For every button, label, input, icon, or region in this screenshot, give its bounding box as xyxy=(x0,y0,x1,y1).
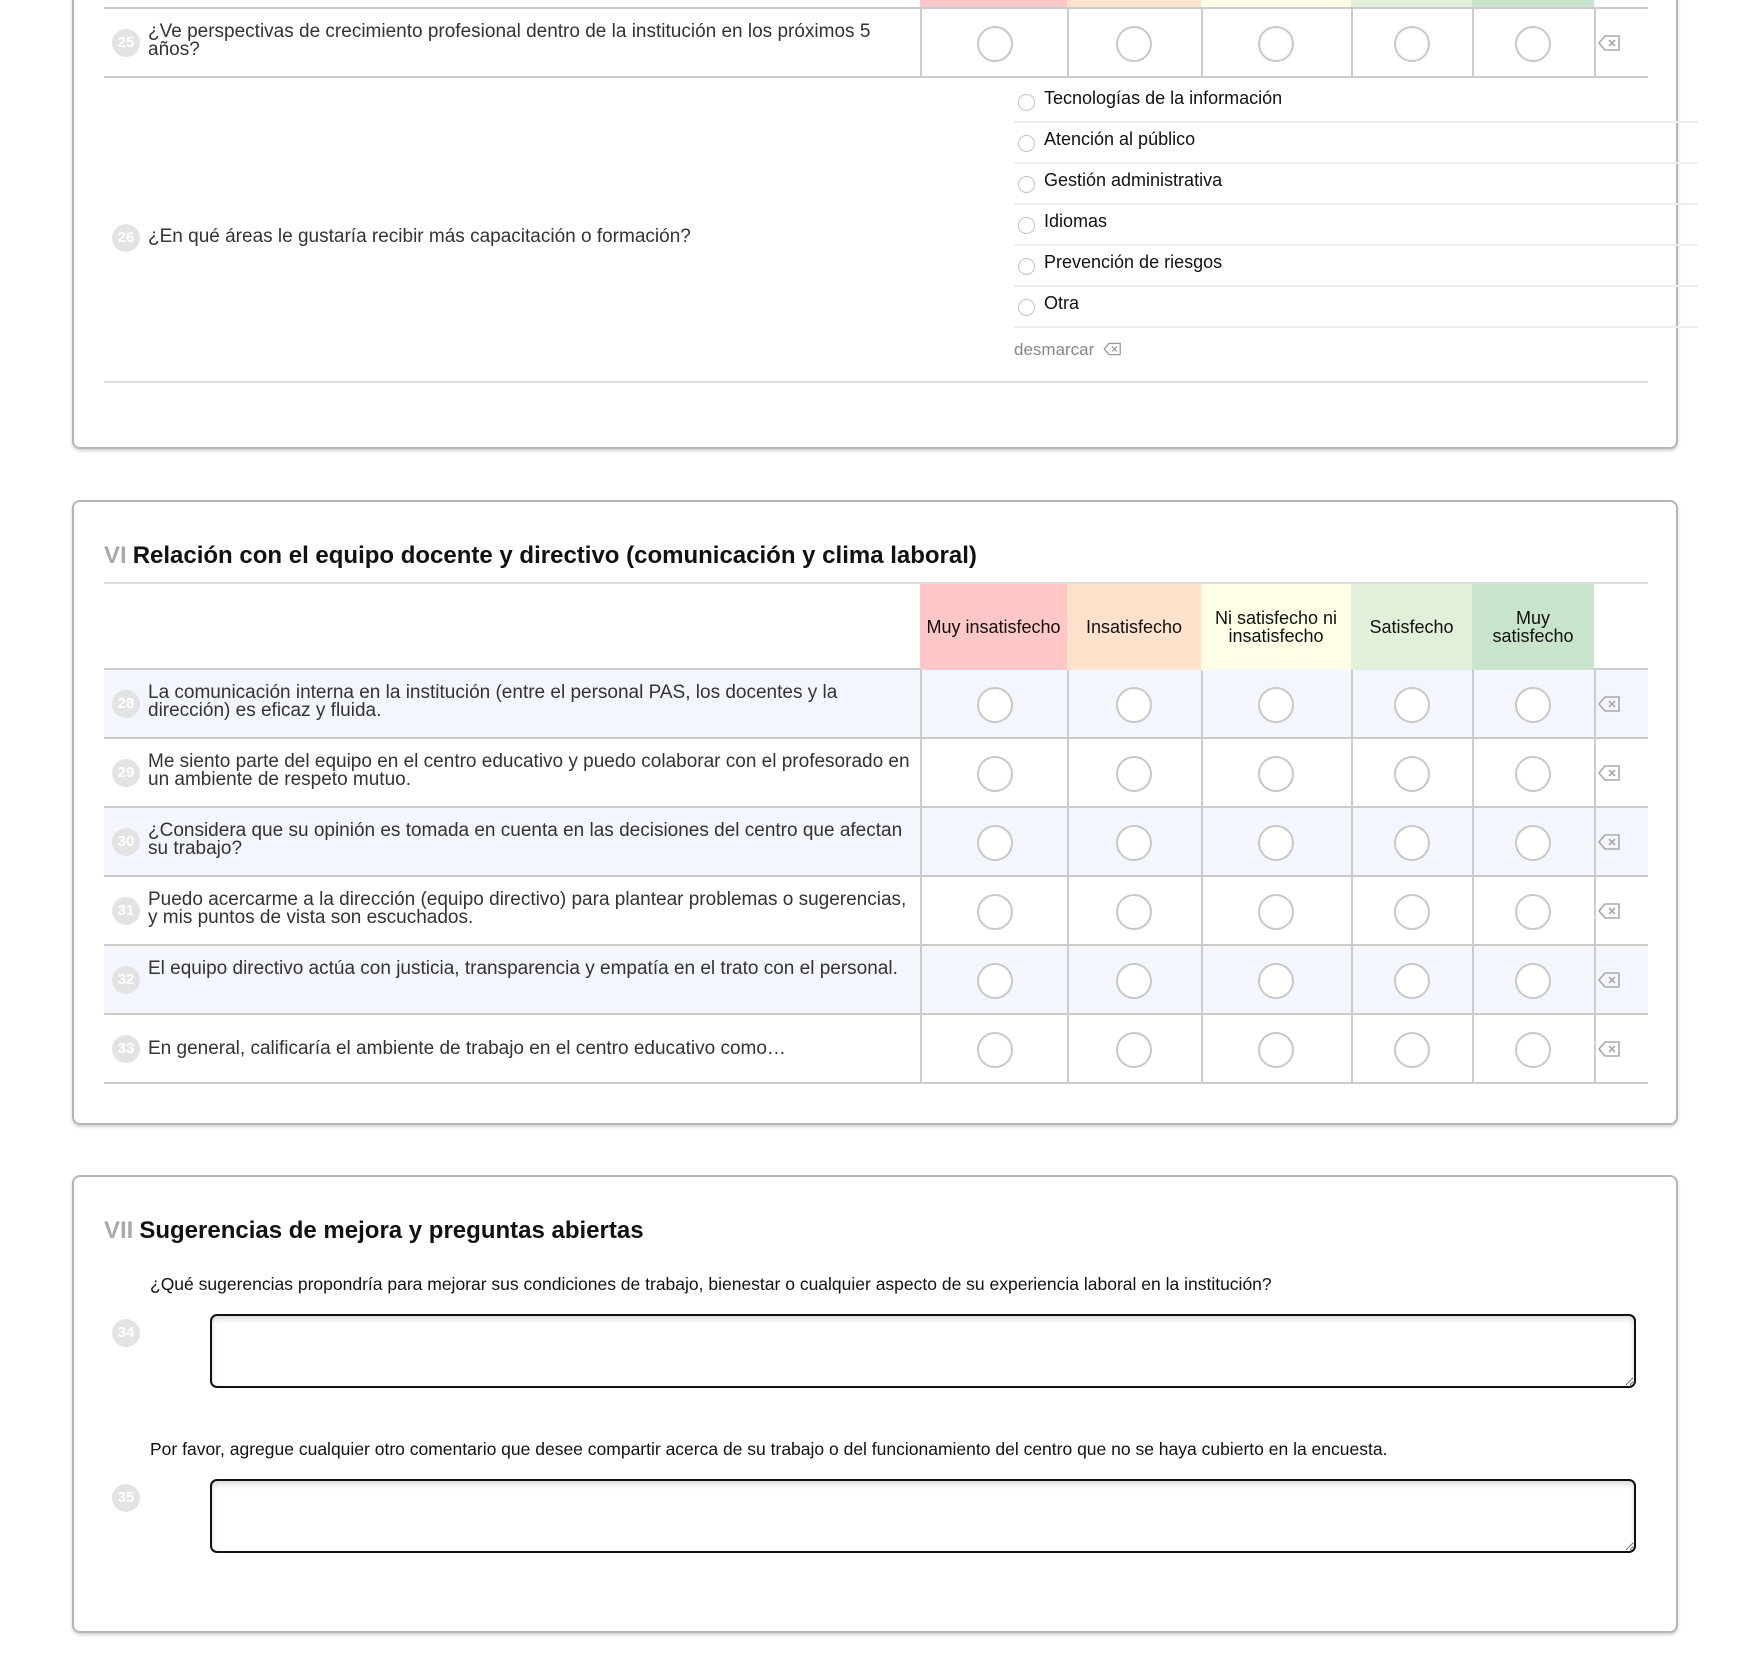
cell xyxy=(1351,670,1472,737)
radio-satisfecho[interactable] xyxy=(1394,1032,1430,1068)
radio-muy-insatisfecho[interactable] xyxy=(977,1032,1013,1068)
matrix-row-q25 xyxy=(104,9,1648,78)
radio-muy-satisfecho[interactable] xyxy=(1515,894,1551,930)
answer-textarea-wrap xyxy=(210,1479,1636,1553)
radio-insatisfecho[interactable] xyxy=(1116,1032,1152,1068)
cell xyxy=(1594,9,1648,76)
cell xyxy=(1351,877,1472,944)
question-number: 29 xyxy=(112,759,140,787)
cell xyxy=(1067,946,1201,1013)
header-color-3 xyxy=(1201,0,1351,7)
section-card-vi xyxy=(72,500,1678,1125)
column-header: Muy satisfecho xyxy=(1472,584,1594,670)
radio-button[interactable] xyxy=(1018,94,1035,111)
radio-satisfecho[interactable] xyxy=(1394,894,1430,930)
cell xyxy=(1067,808,1201,875)
matrix-row-q28 xyxy=(104,670,1648,739)
matrix-row-q31 xyxy=(104,877,1648,946)
choice-option[interactable] xyxy=(1014,123,1698,164)
radio-satisfecho[interactable] xyxy=(1394,687,1430,723)
cell xyxy=(1067,670,1201,737)
question-number: 30 xyxy=(112,828,140,856)
header-color-5 xyxy=(1472,0,1594,7)
cell xyxy=(1067,9,1201,76)
radio-insatisfecho[interactable] xyxy=(1116,963,1152,999)
radio-neutral[interactable] xyxy=(1258,26,1294,62)
cell xyxy=(920,877,1067,944)
cell xyxy=(1067,739,1201,806)
matrix-header xyxy=(104,582,1648,670)
clear-answer-icon[interactable] xyxy=(1598,901,1622,921)
radio-muy-insatisfecho[interactable] xyxy=(977,825,1013,861)
answer-textarea-wrap xyxy=(210,1314,1636,1388)
choice-option[interactable] xyxy=(1014,164,1698,205)
header-color-2 xyxy=(1067,0,1201,7)
question-text: ¿Qué sugerencias propondría para mejorar sus condiciones de trabajo, bienestar o cualquier aspecto de su experiencia laboral en la institución? xyxy=(150,1274,1272,1294)
column-header: Ni satisfecho ni insatisfecho xyxy=(1201,584,1351,670)
answer-textarea-q34[interactable] xyxy=(210,1314,1636,1388)
question-text: El equipo directivo actúa con justicia, transparencia y empatía en el trato con el personal. xyxy=(148,958,898,979)
radio-button[interactable] xyxy=(1018,217,1035,234)
clear-answer-icon[interactable] xyxy=(1598,33,1622,53)
cell xyxy=(1201,739,1351,806)
radio-satisfecho[interactable] xyxy=(1394,756,1430,792)
question-number: 32 xyxy=(112,966,140,994)
choice-option[interactable] xyxy=(1014,82,1698,123)
column-header: Insatisfecho xyxy=(1067,584,1201,670)
cell xyxy=(1351,9,1472,76)
section-roman: VI xyxy=(104,542,127,569)
matrix-row-q29 xyxy=(104,739,1648,808)
radio-muy-insatisfecho[interactable] xyxy=(977,687,1013,723)
cell xyxy=(1594,877,1648,944)
question-number: 33 xyxy=(112,1035,140,1063)
cell xyxy=(1594,670,1648,737)
section-card-vii xyxy=(72,1175,1678,1633)
question-text: La comunicación interna en la institución (entre el personal PAS, los docentes y la dirección) es eficaz y fluida. xyxy=(148,682,838,721)
cell xyxy=(1472,1015,1594,1082)
cell xyxy=(920,670,1067,737)
question-text: En general, calificaría el ambiente de trabajo en el centro educativo como… xyxy=(148,1038,786,1059)
clear-answer-icon[interactable] xyxy=(1598,832,1622,852)
radio-muy-insatisfecho[interactable] xyxy=(977,894,1013,930)
choice-option[interactable] xyxy=(1014,246,1698,287)
radio-neutral[interactable] xyxy=(1258,894,1294,930)
choice-label[interactable]: Idiomas xyxy=(1044,211,1108,231)
radio-muy-insatisfecho[interactable] xyxy=(977,756,1013,792)
cell xyxy=(920,739,1067,806)
cell xyxy=(1351,1015,1472,1082)
cell xyxy=(1594,808,1648,875)
radio-insatisfecho[interactable] xyxy=(1116,825,1152,861)
radio-button[interactable] xyxy=(1018,258,1035,275)
cell xyxy=(1067,877,1201,944)
header-color-4 xyxy=(1351,0,1472,7)
choice-list-q26 xyxy=(1014,82,1698,368)
answer-textarea-q35[interactable] xyxy=(210,1479,1636,1553)
radio-muy-insatisfecho[interactable] xyxy=(977,963,1013,999)
radio-neutral[interactable] xyxy=(1258,825,1294,861)
question-text: ¿Ve perspectivas de crecimiento profesional dentro de la institución en los próximos 5 años? xyxy=(148,21,871,60)
cell xyxy=(1351,739,1472,806)
cell xyxy=(1594,1015,1648,1082)
cell xyxy=(920,946,1067,1013)
question-text: Por favor, agregue cualquier otro comentario que desee compartir acerca de su trabajo o del funcionamiento del centro que no se haya cubierto en la encuesta. xyxy=(150,1439,1388,1459)
clear-answer-icon[interactable] xyxy=(1598,763,1622,783)
cell xyxy=(1472,670,1594,737)
cell xyxy=(920,808,1067,875)
radio-muy-satisfecho[interactable] xyxy=(1515,825,1551,861)
header-strip xyxy=(104,0,1648,9)
cell xyxy=(1472,946,1594,1013)
question-text: Puedo acercarme a la dirección (equipo directivo) para plantear problemas o sugerencias, y mis puntos de vista son escuchados. xyxy=(148,889,907,928)
radio-insatisfecho[interactable] xyxy=(1116,26,1152,62)
question-text: Me siento parte del equipo en el centro educativo y puedo colaborar con el profesorado en un ambiente de respeto mutuo. xyxy=(148,751,910,790)
radio-button[interactable] xyxy=(1018,299,1035,316)
radio-neutral[interactable] xyxy=(1258,687,1294,723)
cell xyxy=(1472,9,1594,76)
question-number: 35 xyxy=(112,1484,140,1512)
section-title xyxy=(104,1217,644,1245)
matrix-row-q32 xyxy=(104,946,1648,1015)
radio-satisfecho[interactable] xyxy=(1394,963,1430,999)
section-title-text: Sugerencias de mejora y preguntas abiertas xyxy=(139,1217,644,1244)
cell xyxy=(1351,808,1472,875)
radio-satisfecho[interactable] xyxy=(1394,825,1430,861)
cell xyxy=(1201,808,1351,875)
choice-label[interactable]: Otra xyxy=(1044,293,1080,313)
section-title xyxy=(104,542,977,570)
radio-satisfecho[interactable] xyxy=(1394,26,1430,62)
cell xyxy=(1201,946,1351,1013)
cell xyxy=(1472,877,1594,944)
column-header: Satisfecho xyxy=(1351,584,1472,670)
cell xyxy=(920,9,1067,76)
cell xyxy=(1472,808,1594,875)
matrix-row-q33 xyxy=(104,1015,1648,1084)
radio-muy-satisfecho[interactable] xyxy=(1515,1032,1551,1068)
choice-option[interactable] xyxy=(1014,205,1698,246)
cell xyxy=(1201,1015,1351,1082)
radio-insatisfecho[interactable] xyxy=(1116,687,1152,723)
section-card-v xyxy=(72,0,1678,449)
divider xyxy=(104,381,1648,383)
cell xyxy=(1067,1015,1201,1082)
question-number: 34 xyxy=(112,1319,140,1347)
cell xyxy=(1201,9,1351,76)
choice-label[interactable]: Gestión administrativa xyxy=(1044,170,1223,190)
question-text: ¿Considera que su opinión es tomada en cuenta en las decisiones del centro que afectan su trabajo? xyxy=(148,820,903,859)
clear-answer-icon[interactable] xyxy=(1598,970,1622,990)
cell xyxy=(1472,739,1594,806)
desmarcar-link[interactable] xyxy=(1014,328,1698,368)
question-text: ¿En qué áreas le gustaría recibir más capacitación o formación? xyxy=(148,226,691,247)
radio-button[interactable] xyxy=(1018,135,1035,152)
radio-neutral[interactable] xyxy=(1258,756,1294,792)
radio-insatisfecho[interactable] xyxy=(1116,894,1152,930)
radio-muy-satisfecho[interactable] xyxy=(1515,687,1551,723)
desmarcar-label[interactable]: desmarcar xyxy=(1014,340,1095,359)
cell xyxy=(1594,739,1648,806)
question-number: 31 xyxy=(112,897,140,925)
radio-muy-satisfecho[interactable] xyxy=(1515,756,1551,792)
radio-muy-satisfecho[interactable] xyxy=(1515,963,1551,999)
radio-insatisfecho[interactable] xyxy=(1116,756,1152,792)
section-roman: VII xyxy=(104,1217,134,1244)
radio-muy-insatisfecho[interactable] xyxy=(977,26,1013,62)
section-title-text: Relación con el equipo docente y directivo (comunicación y clima laboral) xyxy=(132,542,977,569)
radio-button[interactable] xyxy=(1018,176,1035,193)
choice-label[interactable]: Prevención de riesgos xyxy=(1044,252,1223,272)
radio-muy-satisfecho[interactable] xyxy=(1515,26,1551,62)
cell xyxy=(1594,946,1648,1013)
question-number: 28 xyxy=(112,690,140,718)
matrix-row-q30 xyxy=(104,808,1648,877)
choice-option[interactable] xyxy=(1014,287,1698,328)
clear-answer-icon[interactable] xyxy=(1598,694,1622,714)
radio-neutral[interactable] xyxy=(1258,963,1294,999)
question-number: 25 xyxy=(112,29,140,57)
cell xyxy=(1201,877,1351,944)
radio-neutral[interactable] xyxy=(1258,1032,1294,1068)
column-header: Muy insatisfecho xyxy=(920,584,1067,670)
clear-answer-icon[interactable] xyxy=(1103,341,1123,357)
clear-answer-icon[interactable] xyxy=(1598,1039,1622,1059)
cell xyxy=(920,1015,1067,1082)
cell xyxy=(1351,946,1472,1013)
question-number: 26 xyxy=(112,224,140,252)
cell xyxy=(1201,670,1351,737)
choice-label[interactable]: Atención al público xyxy=(1044,129,1196,149)
header-color-1 xyxy=(920,0,1067,7)
choice-label[interactable]: Tecnologías de la información xyxy=(1044,88,1283,108)
